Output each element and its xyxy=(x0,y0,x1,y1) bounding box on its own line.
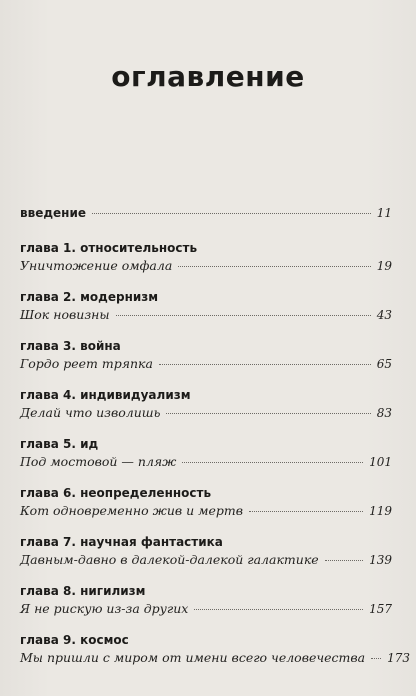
chapter-heading: глава 1. относительность xyxy=(20,241,198,255)
intro-label: введение xyxy=(20,206,86,220)
page-number: 139 xyxy=(369,553,392,567)
dot-leader xyxy=(159,364,371,365)
chapter-heading: глава 6. неопределенность xyxy=(20,486,212,500)
page-number: 11 xyxy=(376,206,392,220)
chapter-subtitle-row xyxy=(20,650,411,672)
dot-leader xyxy=(325,560,363,561)
chapter-subtitle-row xyxy=(20,405,392,427)
chapter-subtitle: Я не рискую из-за других xyxy=(20,601,189,616)
chapter-heading: глава 7. научная фантастика xyxy=(20,535,223,549)
page-number: 65 xyxy=(376,357,392,371)
toc-entry-intro xyxy=(20,206,392,228)
page-number: 19 xyxy=(376,259,392,273)
dot-leader xyxy=(182,462,363,463)
chapter-subtitle-row xyxy=(20,307,392,329)
toc-entry-chapter-9 xyxy=(20,630,411,672)
page-number: 157 xyxy=(369,602,392,616)
toc-entry-chapter-7 xyxy=(20,532,392,574)
chapter-heading: глава 2. модернизм xyxy=(20,290,159,304)
toc-entry-chapter-5 xyxy=(20,434,392,476)
toc-title: оглавление xyxy=(111,60,305,93)
chapter-subtitle: Гордо реет тряпка xyxy=(20,356,153,371)
page-number: 43 xyxy=(376,308,392,322)
chapter-subtitle-row xyxy=(20,454,392,476)
page-number: 83 xyxy=(376,406,392,420)
chapter-subtitle-row xyxy=(20,552,392,574)
dot-leader xyxy=(166,413,370,414)
toc-entry-chapter-8 xyxy=(20,581,392,623)
chapter-heading: глава 3. война xyxy=(20,339,121,353)
chapter-subtitle: Давным-давно в далекой-далекой галактике xyxy=(20,552,319,567)
toc-entry-chapter-1 xyxy=(20,238,392,280)
page-number: 173 xyxy=(387,651,411,665)
page-number: 119 xyxy=(369,504,392,518)
chapter-subtitle: Делай что изволишь xyxy=(20,405,161,420)
chapter-heading: глава 5. ид xyxy=(20,437,99,451)
dot-leader xyxy=(178,266,370,267)
chapter-heading: глава 8. нигилизм xyxy=(20,584,146,598)
chapter-subtitle: Мы пришли с миром от имени всего человечества xyxy=(20,650,366,665)
chapter-heading: глава 9. космос xyxy=(20,633,129,647)
chapter-subtitle: Под мостовой — пляж xyxy=(20,454,177,469)
page-number: 101 xyxy=(369,455,392,469)
dot-leader xyxy=(92,213,371,214)
chapter-subtitle: Уничтожение омфала xyxy=(20,258,173,273)
toc-entry-chapter-3 xyxy=(20,336,392,378)
table-of-contents xyxy=(20,206,411,679)
chapter-subtitle-row xyxy=(20,601,392,623)
chapter-subtitle-row xyxy=(20,503,392,525)
dot-leader xyxy=(194,609,363,610)
intro-row xyxy=(20,206,392,228)
chapter-heading: глава 4. индивидуализм xyxy=(20,388,191,402)
chapter-subtitle-row xyxy=(20,258,392,280)
dot-leader xyxy=(116,315,371,316)
toc-entry-chapter-2 xyxy=(20,287,392,329)
dot-leader xyxy=(371,658,381,659)
dot-leader xyxy=(249,511,363,512)
chapter-subtitle: Кот одновременно жив и мертв xyxy=(20,503,244,518)
chapter-subtitle: Шок новизны xyxy=(20,307,110,322)
toc-entry-chapter-6 xyxy=(20,483,392,525)
toc-entry-chapter-4 xyxy=(20,385,392,427)
chapter-subtitle-row xyxy=(20,356,392,378)
